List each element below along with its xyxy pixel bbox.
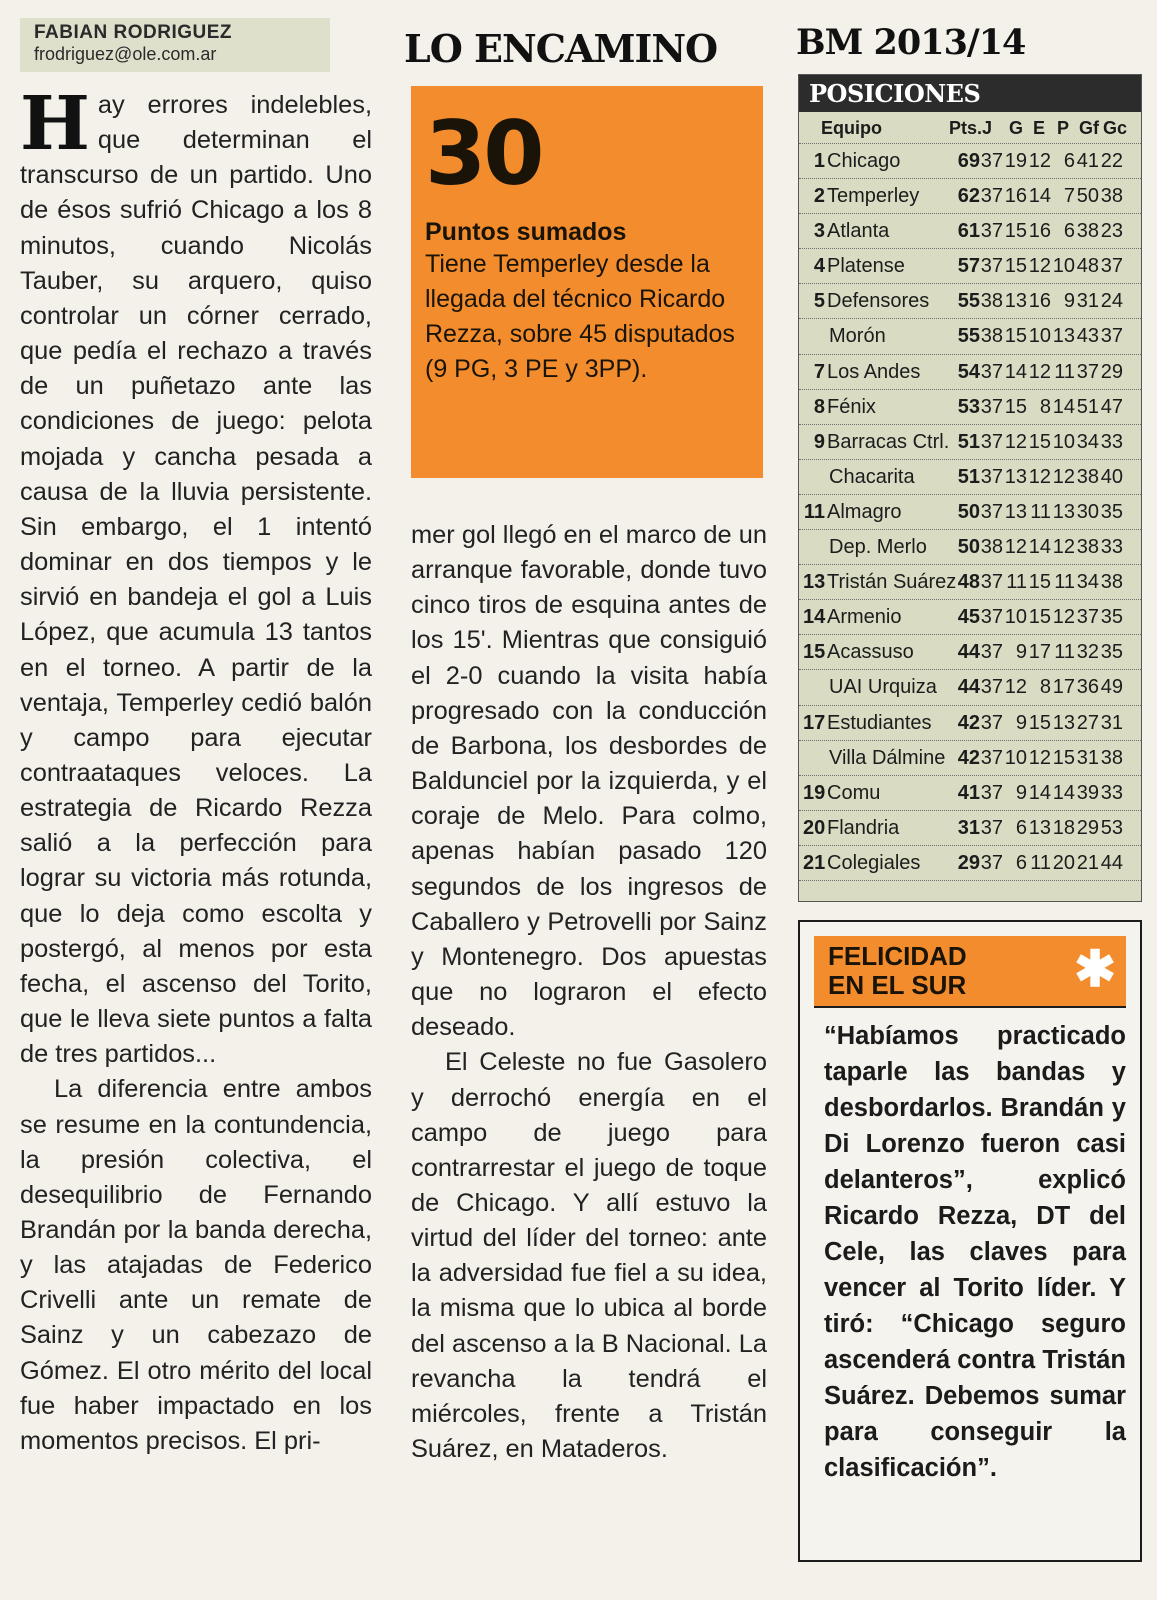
team-cell: Comu [827, 781, 881, 804]
goals-against-cell: 22 [1100, 150, 1123, 172]
played-cell: 37 [980, 746, 1003, 769]
won-cell: 15 [1004, 325, 1027, 348]
won-cell: 11 [1006, 571, 1027, 594]
table-row [799, 670, 1141, 705]
points-cell: 45 [957, 606, 980, 629]
lost-cell: 10 [1052, 430, 1075, 453]
team-cell: UAI Urquiza [829, 676, 937, 699]
lost-cell: 11 [1054, 571, 1075, 594]
drawn-cell: 17 [1028, 641, 1051, 664]
points-cell: 41 [957, 781, 980, 804]
team-cell: Los Andes [827, 360, 921, 383]
table-row [799, 179, 1141, 214]
played-cell: 37 [980, 500, 1003, 523]
lost-cell: 13 [1052, 711, 1075, 734]
goals-against-cell: 33 [1100, 781, 1123, 804]
lost-cell: 7 [1063, 185, 1075, 208]
played-cell: 37 [980, 220, 1003, 243]
won-cell: 13 [1004, 465, 1027, 488]
played-cell: 38 [980, 536, 1003, 559]
quote-box-title [828, 942, 967, 1000]
asterisk-icon: ✱ [1074, 941, 1116, 997]
points-cell: 50 [957, 536, 980, 559]
header-e: E [1033, 118, 1046, 138]
goals-for-cell: 38 [1076, 220, 1099, 243]
played-cell: 38 [980, 290, 1003, 313]
team-cell: Barracas Ctrl. [827, 430, 950, 453]
goals-for-cell: 32 [1076, 641, 1099, 664]
position-cell: 9 [813, 430, 825, 453]
position-cell: 4 [813, 255, 825, 278]
points-cell: 42 [957, 711, 980, 734]
played-cell: 37 [980, 360, 1003, 383]
goals-for-cell: 39 [1076, 781, 1099, 804]
table-row [799, 425, 1141, 460]
won-cell: 9 [1015, 781, 1027, 804]
goals-for-cell: 48 [1076, 255, 1099, 278]
played-cell: 37 [980, 641, 1003, 664]
won-cell: 9 [1015, 641, 1027, 664]
position-cell: 1 [813, 150, 825, 172]
goals-for-cell: 34 [1076, 430, 1099, 453]
played-cell: 37 [980, 816, 1003, 839]
quote-title-line-1: FELICIDAD [828, 941, 967, 971]
goals-for-cell: 31 [1076, 746, 1099, 769]
played-cell: 38 [980, 325, 1003, 348]
team-cell: Armenio [827, 606, 902, 629]
won-cell: 15 [1004, 255, 1027, 278]
lost-cell: 14 [1052, 395, 1075, 418]
goals-for-cell: 34 [1076, 571, 1099, 594]
drawn-cell: 16 [1028, 220, 1051, 243]
points-cell: 62 [957, 185, 980, 208]
drawn-cell: 14 [1028, 185, 1051, 208]
drawn-cell: 11 [1030, 500, 1051, 523]
stat-text: Tiene Temperley desde la llegada del técnico Ricardo Rezza, sobre 45 disputados (9 PG, 3 PE y 3PP). [425, 250, 735, 383]
position-cell: 7 [813, 360, 825, 383]
points-cell: 57 [957, 255, 980, 278]
goals-for-cell: 43 [1076, 325, 1099, 348]
goals-against-cell: 53 [1100, 816, 1123, 839]
goals-against-cell: 37 [1100, 255, 1123, 278]
table-row [799, 214, 1141, 249]
table-row [799, 741, 1141, 776]
quote-box-header [814, 936, 1126, 1008]
position-cell: 8 [813, 395, 825, 418]
points-cell: 50 [957, 500, 980, 523]
team-cell: Morón [829, 325, 886, 348]
goals-for-cell: 38 [1076, 536, 1099, 559]
won-cell: 12 [1004, 430, 1027, 453]
lo-encamino-title: LO ENCAMINO [404, 26, 718, 71]
points-cell: 54 [957, 360, 980, 383]
lost-cell: 13 [1052, 500, 1075, 523]
article-paragraph-2: La diferencia entre ambos se resume en la contundencia, la presión colectiva, el desequilibrio de Fernando Brandán por la banda derecha, y las atajadas de Federico Crivelli ante un remate de Sainz y un cabezazo de Gómez. El otro mérito del local fue haber impactado en los momentos precisos. El pri- [20, 1075, 372, 1455]
team-cell: Chacarita [829, 465, 915, 488]
goals-against-cell: 33 [1100, 536, 1123, 559]
team-cell: Temperley [827, 185, 920, 208]
won-cell: 19 [1004, 150, 1027, 172]
stat-box [411, 86, 763, 478]
won-cell: 15 [1004, 395, 1027, 418]
table-row [799, 530, 1141, 565]
table-row [799, 460, 1141, 495]
position-cell: 15 [803, 641, 826, 664]
won-cell: 13 [1004, 500, 1027, 523]
goals-against-cell: 31 [1100, 711, 1123, 734]
quote-text: “Habíamos practicado taparle las bandas y desbordarlos. Brandán y Di Lorenzo fueron casi delanteros”, explicó Ricardo Rezza, DT del Cele, las claves para vencer al Torito líder. Y tiró: “Chicago seguro ascenderá contra Tristán Suárez. Debemos sumar para conseguir la clasificación”. [824, 1022, 1126, 1482]
goals-against-cell: 38 [1100, 185, 1123, 208]
team-cell: Platense [827, 255, 905, 278]
table-row [799, 600, 1141, 635]
drawn-cell: 13 [1028, 816, 1051, 839]
position-cell: 17 [803, 711, 826, 734]
lost-cell: 13 [1052, 325, 1075, 348]
quote-box [798, 920, 1142, 1562]
position-cell: 5 [813, 290, 825, 313]
article-paragraph-4: El Celeste no fue Gasolero y derrochó energía en el campo de juego para contrarrestar el juego de toque de Chicago. Y allí estuvo la virtud del líder del torneo: ante la adversidad fue fiel a su idea, la misma que lo ubica al borde del ascenso a la B Nacional. La revancha la tendrá el miércoles, frente a Tristán Suárez, en Mataderos. [411, 1048, 767, 1464]
lost-cell: 11 [1054, 641, 1075, 664]
lost-cell: 18 [1052, 816, 1075, 839]
goals-against-cell: 37 [1100, 325, 1123, 348]
table-row [799, 284, 1141, 319]
position-cell: 21 [803, 851, 826, 874]
goals-for-cell: 29 [1076, 816, 1099, 839]
goals-for-cell: 27 [1076, 711, 1099, 734]
position-cell: 20 [803, 816, 826, 839]
won-cell: 12 [1004, 536, 1027, 559]
drawn-cell: 15 [1028, 430, 1051, 453]
header-j: J [982, 118, 993, 138]
points-cell: 51 [957, 465, 980, 488]
points-cell: 51 [957, 430, 980, 453]
quote-title-line-2: EN EL SUR [828, 970, 967, 1000]
header-gc: Gc [1103, 118, 1128, 138]
points-cell: 44 [957, 676, 980, 699]
team-cell: Estudiantes [827, 711, 932, 734]
won-cell: 9 [1015, 711, 1027, 734]
won-cell: 16 [1004, 185, 1027, 208]
author-name: FABIAN RODRIGUEZ [34, 22, 232, 43]
won-cell: 14 [1004, 360, 1027, 383]
drawn-cell: 10 [1028, 325, 1051, 348]
goals-against-cell: 29 [1100, 360, 1123, 383]
played-cell: 37 [980, 571, 1003, 594]
drawn-cell: 15 [1028, 606, 1051, 629]
standings-title: BM 2013/14 [796, 22, 1026, 63]
goals-for-cell: 37 [1076, 606, 1099, 629]
team-cell: Fénix [827, 395, 876, 418]
table-row [799, 144, 1141, 179]
author-email: frodriguez@ole.com.ar [34, 44, 217, 64]
standings-subtitle: POSICIONES [799, 75, 1141, 112]
table-row [799, 249, 1141, 284]
won-cell: 13 [1004, 290, 1027, 313]
table-row [799, 565, 1141, 600]
won-cell: 15 [1004, 220, 1027, 243]
lost-cell: 17 [1052, 676, 1075, 699]
lost-cell: 9 [1063, 290, 1075, 313]
goals-against-cell: 38 [1100, 571, 1123, 594]
played-cell: 37 [980, 395, 1003, 418]
position-cell: 2 [813, 185, 825, 208]
position-cell: 19 [803, 781, 826, 804]
played-cell: 37 [980, 781, 1003, 804]
table-row [799, 811, 1141, 846]
goals-for-cell: 31 [1076, 290, 1099, 313]
goals-for-cell: 41 [1076, 150, 1099, 172]
team-cell: Atlanta [827, 220, 890, 243]
goals-for-cell: 30 [1076, 500, 1099, 523]
lost-cell: 11 [1054, 360, 1075, 383]
stat-number: 30 [425, 102, 542, 205]
header-p: P [1057, 118, 1070, 138]
table-body [799, 144, 1141, 881]
drawn-cell: 12 [1028, 465, 1051, 488]
goals-against-cell: 35 [1100, 641, 1123, 664]
position-cell: 14 [803, 606, 826, 629]
position-cell: 3 [813, 220, 825, 243]
drawn-cell: 12 [1028, 255, 1051, 278]
article-paragraph-1 [20, 81, 372, 1072]
points-cell: 31 [957, 816, 980, 839]
goals-against-cell: 35 [1100, 500, 1123, 523]
drop-cap: H [20, 81, 90, 167]
played-cell: 37 [980, 851, 1003, 874]
team-cell: Acassuso [827, 641, 914, 664]
won-cell: 10 [1004, 606, 1027, 629]
goals-for-cell: 37 [1076, 360, 1099, 383]
lost-cell: 14 [1052, 781, 1075, 804]
played-cell: 37 [980, 606, 1003, 629]
drawn-cell: 15 [1028, 571, 1051, 594]
lost-cell: 20 [1052, 851, 1075, 874]
goals-for-cell: 21 [1076, 851, 1099, 874]
header-g: G [1009, 118, 1024, 138]
team-cell: Chicago [827, 150, 901, 172]
lost-cell: 12 [1052, 536, 1075, 559]
lost-cell: 10 [1052, 255, 1075, 278]
header-pts: Pts. [949, 118, 983, 138]
goals-against-cell: 33 [1100, 430, 1123, 453]
drawn-cell: 16 [1028, 290, 1051, 313]
goals-against-cell: 24 [1100, 290, 1123, 313]
points-cell: 29 [957, 851, 980, 874]
goals-for-cell: 50 [1076, 185, 1099, 208]
table-row [799, 846, 1141, 881]
won-cell: 6 [1015, 816, 1027, 839]
goals-against-cell: 47 [1100, 395, 1123, 418]
lost-cell: 6 [1063, 150, 1075, 172]
lost-cell: 12 [1052, 465, 1075, 488]
article-paragraph-3: mer gol llegó en el marco de un arranque favorable, donde tuvo cinco tiros de esquina antes de los 15'. Mientras que consiguió el 2-0 cuando la visita había progresado con la conducción de Barbona, los desbordes de Balduncie​l por la izquierda, y el coraje de Melo. Para colmo, apenas habían pasado 120 segundos de los ingresos de Caballero y Petrovelli por Sainz y Montenegro. Dos apuestas que no lograron el efecto deseado. [411, 521, 767, 1042]
played-cell: 37 [980, 711, 1003, 734]
drawn-cell: 14 [1028, 536, 1051, 559]
goals-for-cell: 38 [1076, 465, 1099, 488]
drawn-cell: 15 [1028, 711, 1051, 734]
article-text: ay errores indelebles, que determinan el transcurso de un partido. Uno de ésos sufrió Chicago a los 8 minutos, cuando Nicolás Tauber, su arquero, quiso controlar un córner cerrado, que pedía el rechazo a través de un puñetazo ante las condiciones de juego: pelota mojada y cancha pesada a causa de la lluvia persistente. Sin embargo, el 1 intentó dominar en dos tiempos y le sirvió en bandeja el gol a Luis López, que acumula 13 tantos en el torneo. A partir de la ventaja, Temperley cedió balón y campo para ejecutar contraataques veloces. La estrategia de Ricardo Rezza salió a la perfección para lograr su victoria más rotunda, que lo deja como escolta y postergó, al menos por esta fecha, el ascenso del Torito, que le lleva siete puntos a falta de tres partidos... [20, 91, 372, 1069]
lost-cell: 15 [1052, 746, 1075, 769]
table-row [799, 355, 1141, 390]
won-cell: 10 [1004, 746, 1027, 769]
table-row [799, 776, 1141, 811]
stat-subtitle: Puntos sumados [425, 218, 627, 246]
played-cell: 37 [980, 255, 1003, 278]
points-cell: 44 [957, 641, 980, 664]
points-cell: 69 [957, 150, 980, 172]
table-row [799, 495, 1141, 530]
table-row [799, 390, 1141, 425]
drawn-cell: 12 [1028, 150, 1051, 172]
lost-cell: 12 [1052, 606, 1075, 629]
drawn-cell: 8 [1039, 676, 1051, 699]
byline [20, 18, 330, 72]
team-cell: Dep. Merlo [829, 536, 927, 559]
drawn-cell: 12 [1028, 746, 1051, 769]
goals-against-cell: 49 [1100, 676, 1123, 699]
points-cell: 48 [957, 571, 980, 594]
won-cell: 12 [1004, 676, 1027, 699]
played-cell: 37 [980, 676, 1003, 699]
points-cell: 61 [957, 220, 980, 243]
table-header-row [799, 112, 1141, 144]
table-row [799, 706, 1141, 741]
drawn-cell: 8 [1039, 395, 1051, 418]
position-cell: 11 [803, 500, 825, 523]
table-row [799, 635, 1141, 670]
won-cell: 6 [1015, 851, 1027, 874]
goals-against-cell: 23 [1100, 220, 1123, 243]
team-cell: Defensores [827, 290, 930, 313]
team-cell: Almagro [827, 500, 902, 523]
article-column-2 [411, 518, 767, 1467]
lost-cell: 6 [1063, 220, 1075, 243]
points-cell: 53 [957, 395, 980, 418]
team-cell: Flandria [827, 816, 900, 839]
drawn-cell: 11 [1030, 851, 1051, 874]
standings-table [798, 74, 1142, 902]
drawn-cell: 14 [1028, 781, 1051, 804]
goals-against-cell: 38 [1100, 746, 1123, 769]
goals-for-cell: 36 [1076, 676, 1099, 699]
position-cell: 13 [803, 571, 826, 594]
played-cell: 37 [980, 430, 1003, 453]
goals-for-cell: 51 [1076, 395, 1099, 418]
team-cell: Villa Dálmine [829, 746, 946, 769]
team-cell: Colegiales [827, 851, 921, 874]
points-cell: 55 [957, 325, 980, 348]
header-team: Equipo [821, 118, 882, 138]
points-cell: 55 [957, 290, 980, 313]
played-cell: 37 [980, 150, 1003, 172]
goals-against-cell: 35 [1100, 606, 1123, 629]
article-column-1 [20, 81, 372, 1459]
table-row [799, 319, 1141, 354]
header-gf: Gf [1079, 118, 1099, 138]
goals-against-cell: 40 [1100, 465, 1123, 488]
points-cell: 42 [957, 746, 980, 769]
team-cell: Tristán Suárez [827, 571, 957, 594]
played-cell: 37 [980, 185, 1003, 208]
goals-against-cell: 44 [1100, 851, 1123, 874]
drawn-cell: 12 [1028, 360, 1051, 383]
played-cell: 37 [980, 465, 1003, 488]
